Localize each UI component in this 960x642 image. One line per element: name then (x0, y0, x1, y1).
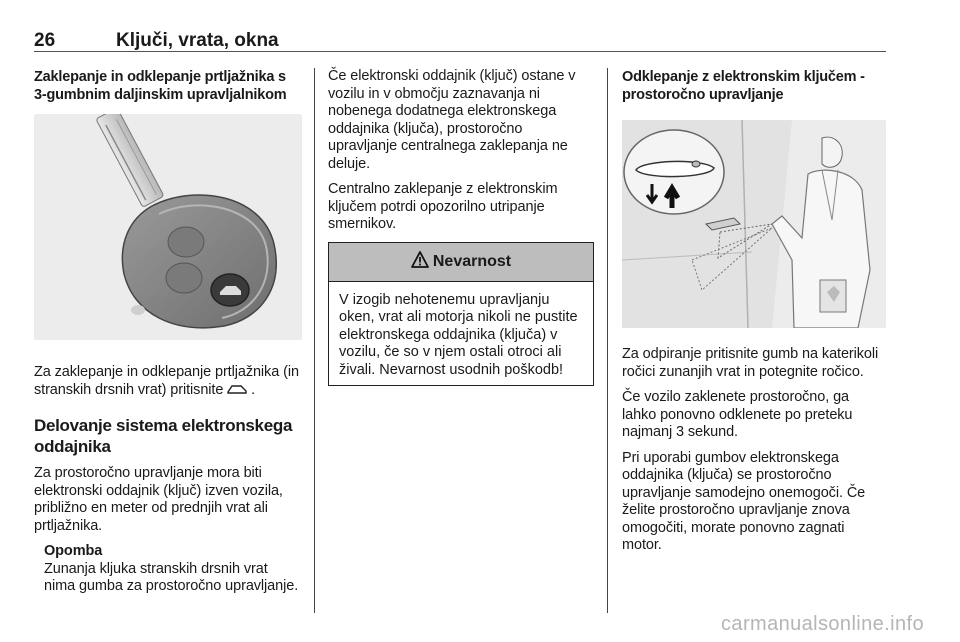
unlock-paragraph-3: Pri uporabi gumbov elektronskega oddajnika (ključa) se prostoročno upravljanje samodejno onemogoči. Če želite prostoročno upravljanje znova omogočiti, morate ponovno zagnati motor. (622, 449, 866, 553)
trunk-icon (227, 382, 251, 398)
page-header (34, 26, 886, 54)
keyless-unlock-illustration (622, 120, 886, 328)
header-divider (34, 51, 886, 52)
trunk-lock-paragraph: Za zaklepanje in odklepanje prtljažnika (in stranskih drsnih vrat) pritisnite . (34, 364, 299, 398)
remote-key-illustration (34, 114, 302, 340)
page-number: 26 (34, 30, 56, 51)
transmitter-paragraph: Za prostoročno upravljanje mora biti elektronski oddajnik (ključ) izven vozila, približno en meter od prednjih vrat ali prtljažnika. (34, 465, 283, 534)
column-divider-1 (314, 68, 315, 613)
section-heading-unlock-keyless: Odklepanje z elektronskim ključem - prostoročno upravljanje (622, 69, 865, 103)
watermark: carmanualsonline.info (721, 613, 924, 635)
note-text: Zunanja kljuka stranskih drsnih vrat nima gumba za prostoročno upravljanje. (44, 560, 299, 594)
unlock-paragraph-2: Če vozilo zaklenete prostoročno, ga lahko ponovno odklenete po preteku najmanj 3 sekund. (622, 389, 853, 440)
keyless-paragraph-2: Centralno zaklepanje z elektronskim ključem potrdi opozorilno utripanje smernikov. (328, 181, 558, 232)
column-1 (34, 68, 302, 604)
column-divider-2 (607, 68, 608, 613)
note-title: Opomba (44, 543, 103, 559)
note-box (44, 543, 302, 596)
warning-title: Nevarnost (432, 252, 512, 270)
keyless-paragraph-1: Če elektronski oddajnik (ključ) ostane v vozilu in v območju zaznavanja ni nobenega dodatnega elektronskega oddajnika (ključa), prostoročno upravljanje centralnega zaklepanja ne deluje. (328, 68, 576, 172)
warning-text: V izogib nehotenemu upravljanju oken, vrat ali motorja nikoli ne pustite elektronskega oddajnika (ključa) v vozilu, če so v njem ostali otroci ali živali. Nevarnost usodnih poškodb! (339, 291, 578, 378)
key-fob-image (34, 114, 302, 340)
column-2 (328, 68, 594, 386)
column-3 (622, 68, 886, 563)
danger-warning-box (328, 242, 594, 387)
person-car-image (622, 120, 886, 328)
section-heading-transmitter: Delovanje sistema elektronskega oddajnika (34, 416, 293, 456)
warning-triangle-icon (411, 251, 429, 273)
warning-header (329, 243, 593, 282)
unlock-paragraph-1: Za odpiranje pritisnite gumb na katerikoli ročici zunanjih vrat in potegnite ročico. (622, 346, 879, 380)
chapter-title: Ključi, vrata, okna (116, 30, 279, 51)
section-heading-trunk-lock: Zaklepanje in odklepanje prtljažnika s 3-gumbnim daljinskim upravljalnikom (34, 69, 287, 103)
